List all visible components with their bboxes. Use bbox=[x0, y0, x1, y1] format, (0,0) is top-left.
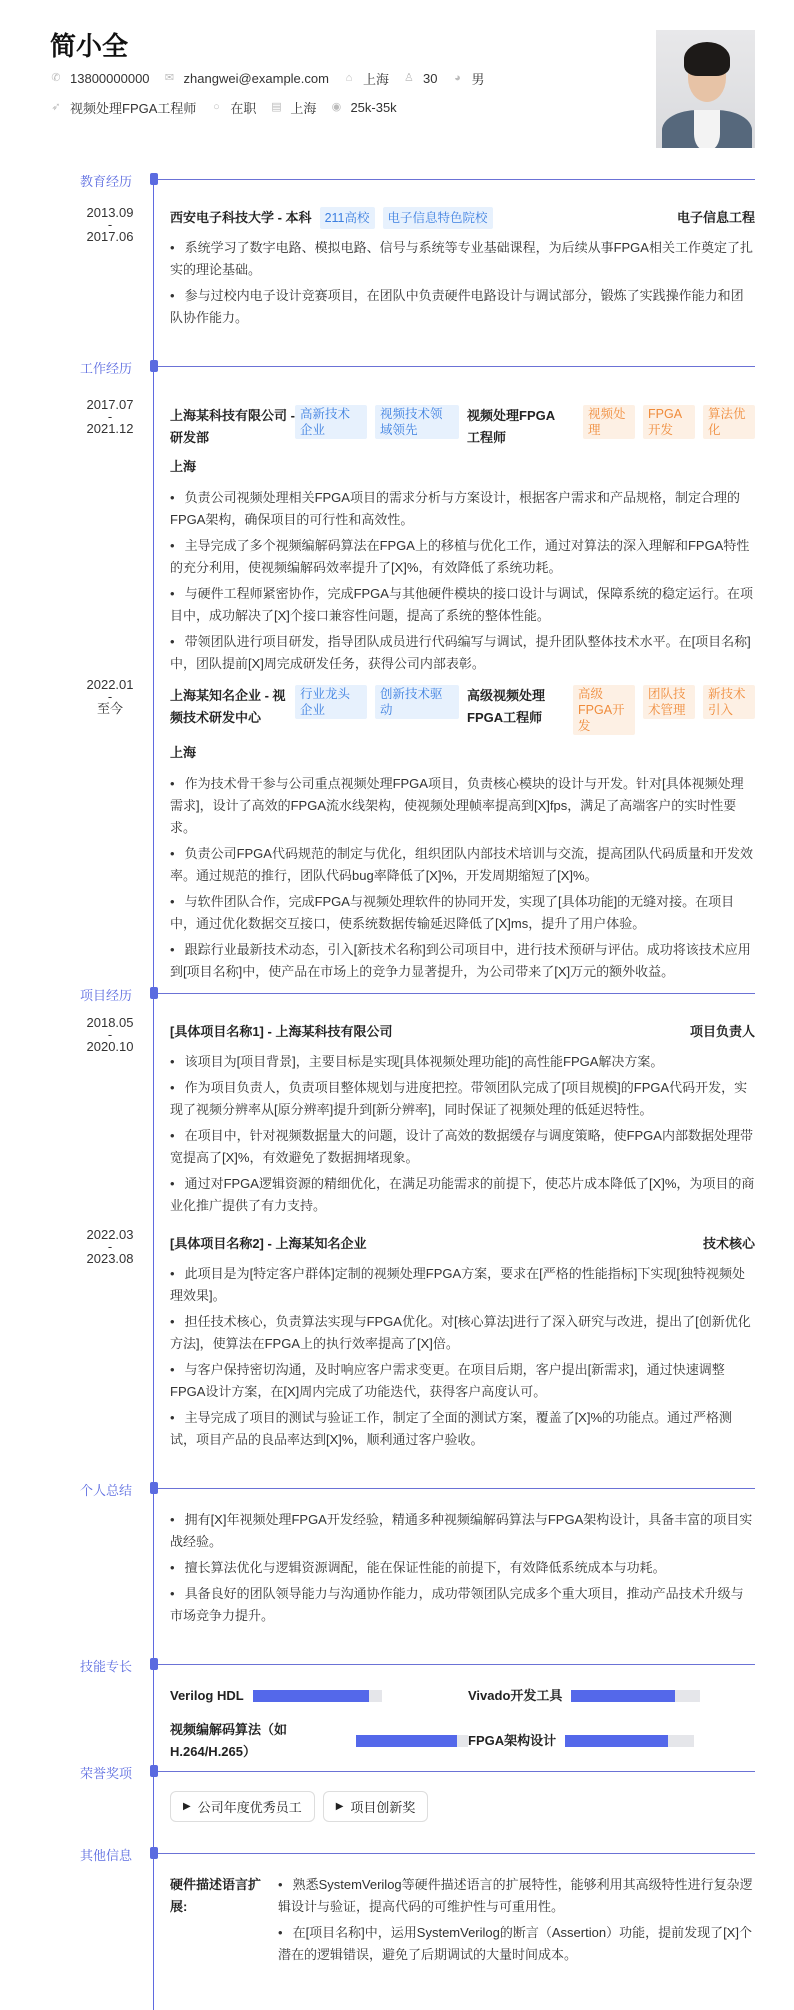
date-start: 2013.09 bbox=[86, 205, 134, 220]
bullet-icon: • bbox=[170, 1176, 175, 1191]
work-section bbox=[0, 356, 794, 993]
skill-tag: 新技术引入 bbox=[703, 685, 755, 719]
education-section bbox=[0, 169, 794, 333]
triangle-right-icon: ▶ bbox=[183, 1801, 191, 1812]
bullet-icon: • bbox=[170, 288, 175, 303]
other-info-row bbox=[0, 1874, 794, 1970]
bullet-text: 作为技术骨干参与公司重点视频处理FPGA项目，负责核心模块的设计与开发。针对[具体视频处理需求]，设计了高效的FPGA流水线架构，使视频处理帧率提高到[X]fps，满足了高端客户的实时性要求。 bbox=[170, 776, 744, 835]
bullet-item bbox=[170, 1051, 755, 1073]
education-entry bbox=[0, 207, 794, 329]
company-tag: 高新技术企业 bbox=[295, 405, 367, 439]
info-item bbox=[270, 98, 316, 117]
skill-name: Verilog HDL bbox=[170, 1688, 244, 1703]
bullet-item bbox=[170, 1557, 755, 1579]
age-icon: ♙ bbox=[404, 72, 414, 84]
info-item bbox=[403, 71, 437, 86]
skill-tag: 高级FPGA开发 bbox=[573, 685, 635, 735]
bullet-item bbox=[170, 773, 755, 839]
bullet-text: 系统学习了数字电路、模拟电路、信号与系统等专业基础课程，为后续从事FPGA相关工作奠定了扎实的理论基础。 bbox=[170, 240, 753, 277]
section-title: 项目经历 bbox=[79, 988, 132, 1003]
position-title: 视频处理FPGA工程师 bbox=[467, 408, 556, 445]
profile-photo bbox=[656, 30, 755, 148]
major: 电子信息工程 bbox=[676, 210, 755, 225]
company-tag: 创新技术驱动 bbox=[375, 685, 459, 719]
project-title-row bbox=[170, 1021, 755, 1043]
skill-tag: 算法优化 bbox=[703, 405, 755, 439]
date-sep: - bbox=[107, 217, 113, 232]
bullet-text: 与硬件工程师紧密协作，完成FPGA与其他硬件模块的接口设计与调试，保障系统的稳定运行。在项目中，成功解决了[X]个接口兼容性问题，提高了系统的整体性能。 bbox=[170, 586, 753, 623]
skill-name: FPGA架构设计 bbox=[468, 1733, 557, 1748]
skill-item bbox=[468, 1719, 758, 1763]
info-item bbox=[164, 71, 329, 86]
bullet-icon: • bbox=[170, 1586, 175, 1601]
contact-row bbox=[50, 68, 498, 88]
honor-text: 项目创新奖 bbox=[350, 1800, 416, 1815]
date-sep: - bbox=[107, 689, 113, 704]
company-tag: 行业龙头企业 bbox=[295, 685, 367, 719]
bullet-icon: • bbox=[170, 586, 175, 601]
skill-name: 视频编解码算法（如H.264/H.265） bbox=[170, 1722, 288, 1759]
bullet-item bbox=[170, 535, 755, 579]
skill-item bbox=[170, 1685, 468, 1707]
project-role: 技术核心 bbox=[702, 1236, 755, 1251]
bullet-text: 担任技术核心，负责算法实现与FPGA优化。对[核心算法]进行了深入研究与改进，提出了[创新优化方法]，使算法在FPGA上的执行效率提高了[X]倍。 bbox=[170, 1314, 751, 1351]
bullet-icon: • bbox=[278, 1925, 283, 1940]
bullet-text: 该项目为[项目背景]，主要目标是实现[具体视频处理功能]的高性能FPGA解决方案。 bbox=[184, 1054, 664, 1069]
project-entry bbox=[0, 1015, 794, 1217]
bullet-icon: • bbox=[170, 1512, 175, 1527]
bullet-icon: • bbox=[170, 1410, 175, 1425]
gender-icon: ◕ bbox=[454, 72, 461, 84]
honor-badge[interactable] bbox=[170, 1791, 315, 1822]
work-title-row bbox=[170, 685, 755, 735]
info-text: 男 bbox=[471, 71, 485, 87]
info-text: 上海 bbox=[290, 100, 317, 116]
bullet-icon: • bbox=[170, 776, 175, 791]
honor-badge[interactable] bbox=[323, 1791, 429, 1822]
bullet-text: 与客户保持密切沟通，及时响应客户需求变更。在项目后期，客户提出[新需求]，通过快速调整FPGA设计方案，在[X]周内完成了功能迭代，获得客户高度认可。 bbox=[170, 1362, 725, 1399]
date-end: 2021.12 bbox=[86, 421, 134, 436]
bullet-item bbox=[170, 1359, 755, 1403]
info-item bbox=[451, 69, 484, 88]
info-item bbox=[50, 71, 150, 86]
job-intent-row bbox=[50, 97, 411, 117]
skill-level-fill bbox=[565, 1735, 668, 1747]
bullet-text: 作为项目负责人，负责项目整体规划与进度把控。带领团队完成了[项目规模]的FPGA代码开发，实现了视频分辨率从[原分辨率]提升到[新分辨率]，同时保证了视频处理的低延迟特性。 bbox=[170, 1080, 748, 1117]
skill-tag: 团队技术管理 bbox=[643, 685, 695, 719]
project-name: [具体项目名称1] - 上海某科技有限公司 bbox=[170, 1024, 393, 1039]
mail-icon: ✉ bbox=[164, 72, 175, 84]
bullet-icon: • bbox=[170, 1266, 175, 1281]
bullet-icon: • bbox=[170, 1314, 175, 1329]
honor-text: 公司年度优秀员工 bbox=[197, 1800, 302, 1815]
timeline-marker bbox=[150, 1847, 158, 1859]
date-end: 2020.10 bbox=[86, 1039, 134, 1054]
company-name: 上海某知名企业 - 视频技术研发中心 bbox=[170, 688, 286, 725]
timeline-marker bbox=[150, 1482, 158, 1494]
divider bbox=[158, 366, 755, 367]
bullet-list bbox=[170, 237, 755, 329]
building-icon: ▤ bbox=[271, 101, 282, 113]
divider bbox=[158, 179, 755, 180]
entry-title bbox=[170, 207, 755, 229]
bullet-item bbox=[170, 1077, 755, 1121]
bullet-icon: • bbox=[170, 846, 175, 861]
info-item bbox=[343, 69, 389, 88]
home-icon: ⌂ bbox=[345, 72, 353, 84]
position-title: 高级视频处理FPGA工程师 bbox=[467, 688, 546, 725]
info-text: 视频处理FPGA工程师 bbox=[70, 100, 197, 116]
school-name: 西安电子科技大学 - 本科 bbox=[170, 210, 312, 225]
triangle-right-icon: ▶ bbox=[335, 1801, 344, 1812]
section-title: 荣誉奖项 bbox=[79, 1766, 132, 1781]
phone-icon: ✆ bbox=[51, 72, 61, 84]
honors-section bbox=[0, 1761, 794, 1822]
school-tag: 211高校 bbox=[320, 207, 375, 229]
status-icon: ○ bbox=[213, 101, 220, 113]
date-end: 2023.08 bbox=[86, 1251, 134, 1266]
info-item bbox=[330, 100, 396, 115]
bullet-item bbox=[170, 1263, 755, 1307]
date-range bbox=[80, 1229, 140, 1265]
company-name: 上海某科技有限公司 - 研发部 bbox=[170, 408, 295, 445]
date-sep: - bbox=[107, 1239, 113, 1254]
bullet-text: 熟悉SystemVerilog等硬件描述语言的扩展特性，能够利用其高级特性进行复杂逻辑设计与验证，提高代码的可维护性与可重用性。 bbox=[278, 1877, 753, 1914]
bullet-item bbox=[170, 1125, 755, 1169]
project-section bbox=[0, 983, 794, 1467]
divider bbox=[158, 993, 755, 994]
bullet-text: 在[项目名称]中，运用SystemVerilog的断言（Assertion）功能，提前发现了[X]个潜在的逻辑错误，避免了后期调试的大量时间成本。 bbox=[278, 1925, 752, 1962]
salary-icon: ◉ bbox=[331, 101, 342, 113]
date-range bbox=[80, 1017, 140, 1053]
bullet-item bbox=[170, 1509, 755, 1553]
info-item bbox=[50, 98, 196, 117]
other-info-label: 硬件描述语言扩展: bbox=[170, 1877, 262, 1914]
section-title: 个人总结 bbox=[79, 1483, 132, 1498]
skill-level-bar bbox=[571, 1690, 700, 1702]
bullet-item bbox=[278, 1922, 755, 1966]
skill-level-bar bbox=[253, 1690, 382, 1702]
date-end: 2017.06 bbox=[86, 229, 134, 244]
bullet-text: 主导完成了项目的测试与验证工作，制定了全面的测试方案，覆盖了[X]%的功能点。通过严格测试，项目产品的良品率达到[X]%，顺利通过客户验收。 bbox=[170, 1410, 733, 1447]
skill-tag: 视频处理 bbox=[583, 405, 635, 439]
bullet-icon: • bbox=[170, 1054, 175, 1069]
info-text: zhangwei@example.com bbox=[183, 70, 329, 86]
skill-level-bar bbox=[356, 1735, 468, 1747]
skill-item bbox=[170, 1719, 468, 1763]
bullet-icon: • bbox=[278, 1877, 283, 1892]
divider bbox=[158, 1664, 755, 1665]
bullet-text: 通过对FPGA逻辑资源的精细优化，在满足功能需求的前提下，使芯片成本降低了[X]%，为项目的商业化推广提供了有力支持。 bbox=[170, 1176, 755, 1213]
project-title-row bbox=[170, 1233, 755, 1255]
bullet-text: 擅长算法优化与逻辑资源调配，能在保证性能的前提下，有效降低系统成本与功耗。 bbox=[184, 1560, 666, 1575]
bullet-text: 具备良好的团队领导能力与沟通协作能力，成功带领团队完成多个重大项目，推动产品技术升级与市场竞争力提升。 bbox=[170, 1586, 744, 1623]
date-start: 2018.05 bbox=[86, 1015, 134, 1030]
candidate-name: 简小全 bbox=[50, 31, 129, 61]
date-range bbox=[80, 679, 140, 715]
timeline-marker bbox=[150, 1658, 158, 1670]
skill-level-fill bbox=[253, 1690, 369, 1702]
bullet-item bbox=[170, 1583, 755, 1627]
date-sep: - bbox=[107, 409, 113, 424]
work-city: 上海 bbox=[170, 459, 197, 474]
bullet-icon: • bbox=[170, 490, 175, 505]
divider bbox=[158, 1771, 755, 1772]
title-left bbox=[170, 207, 493, 229]
school-tag: 电子信息特色院校 bbox=[383, 207, 493, 229]
send-icon: ➶ bbox=[51, 101, 61, 113]
info-text: 在职 bbox=[230, 100, 257, 116]
info-text: 25k-35k bbox=[350, 99, 397, 115]
bullet-text: 此项目是为[特定客户群体]定制的视频处理FPGA方案，要求在[严格的性能指标]下实现[独特视频处理效果]。 bbox=[170, 1266, 746, 1303]
bullet-icon: • bbox=[170, 1560, 175, 1575]
info-text: 上海 bbox=[362, 71, 389, 87]
project-role: 项目负责人 bbox=[689, 1024, 755, 1039]
date-end: 至今 bbox=[96, 701, 123, 716]
skill-name: Vivado开发工具 bbox=[468, 1688, 563, 1703]
skill-level-bar bbox=[565, 1735, 694, 1747]
section-title: 技能专长 bbox=[79, 1659, 132, 1674]
bullet-item bbox=[170, 843, 755, 887]
divider bbox=[158, 1853, 755, 1854]
divider bbox=[158, 1488, 755, 1489]
other-section bbox=[0, 1843, 794, 1970]
work-entry bbox=[0, 677, 794, 983]
bullet-item bbox=[170, 631, 755, 675]
timeline-marker bbox=[150, 360, 158, 372]
timeline-marker bbox=[150, 987, 158, 999]
bullet-icon: • bbox=[170, 942, 175, 957]
bullet-list bbox=[170, 1263, 755, 1451]
bullet-text: 负责公司视频处理相关FPGA项目的需求分析与方案设计，根据客户需求和产品规格，制定合理的FPGA架构，确保项目的可行性和高效性。 bbox=[170, 490, 740, 527]
bullet-icon: • bbox=[170, 240, 175, 255]
bullet-text: 主导完成了多个视频编解码算法在FPGA上的移植与优化工作，通过对算法的深入理解和FPGA特性的充分利用，使视频编解码效率提升了[X]%，有效降低了系统功耗。 bbox=[170, 538, 750, 575]
work-title-row bbox=[170, 405, 755, 449]
bullet-item bbox=[278, 1874, 755, 1918]
skill-item bbox=[468, 1685, 758, 1707]
bullet-item bbox=[170, 939, 755, 983]
date-start: 2017.07 bbox=[86, 397, 134, 412]
bullet-text: 在项目中，针对视频数据量大的问题，设计了高效的数据缓存与调度策略，使FPGA内部数据处理带宽提高了[X]%，有效避免了数据拥堵现象。 bbox=[170, 1128, 753, 1165]
bullet-item bbox=[170, 891, 755, 935]
bullet-icon: • bbox=[170, 634, 175, 649]
bullet-icon: • bbox=[170, 1128, 175, 1143]
skill-tag: FPGA开发 bbox=[643, 405, 695, 439]
timeline-marker bbox=[150, 173, 158, 185]
bullet-text: 与软件团队合作，完成FPGA与视频处理软件的协同开发，实现了[具体功能]的无缝对接。在项目中，通过优化数据交互接口，使系统数据传输延迟降低了[X]ms，提升了用户体验。 bbox=[170, 894, 735, 931]
project-name: [具体项目名称2] - 上海某知名企业 bbox=[170, 1236, 367, 1251]
bullet-icon: • bbox=[170, 538, 175, 553]
timeline-marker bbox=[150, 1765, 158, 1777]
bullet-item bbox=[170, 237, 755, 281]
bullet-item bbox=[170, 285, 755, 329]
bullet-icon: • bbox=[170, 1080, 175, 1095]
bullet-item bbox=[170, 1173, 755, 1217]
project-entry bbox=[0, 1227, 794, 1451]
date-range bbox=[80, 399, 140, 435]
skills-section bbox=[0, 1654, 794, 1763]
date-start: 2022.01 bbox=[86, 677, 134, 692]
bullet-list bbox=[170, 1051, 755, 1217]
bullet-item bbox=[170, 583, 755, 627]
bullet-text: 参与过校内电子设计竞赛项目，在团队中负责硬件电路设计与调试部分，锻炼了实践操作能力和团队协作能力。 bbox=[170, 288, 744, 325]
date-range bbox=[80, 207, 140, 243]
bullet-item bbox=[170, 1311, 755, 1355]
section-title: 教育经历 bbox=[79, 174, 132, 189]
skill-level-fill bbox=[356, 1735, 457, 1747]
skill-level-fill bbox=[571, 1690, 674, 1702]
date-start: 2022.03 bbox=[86, 1227, 134, 1242]
summary-section bbox=[0, 1478, 794, 1631]
bullet-icon: • bbox=[170, 894, 175, 909]
bullet-text: 跟踪行业最新技术动态，引入[新技术名称]到公司项目中，进行技术预研与评估。成功将该技术应用到[项目名称]中，使产品在市场上的竞争力显著提升，为公司带来了[X]万元的额外收益。 bbox=[170, 942, 751, 979]
section-title: 工作经历 bbox=[79, 361, 132, 376]
company-tag: 视频技术领域领先 bbox=[375, 405, 459, 439]
date-sep: - bbox=[107, 1027, 113, 1042]
bullet-text: 拥有[X]年视频处理FPGA开发经验，精通多种视频编解码算法与FPGA架构设计，具备丰富的项目实战经验。 bbox=[170, 1512, 753, 1549]
bullet-icon: • bbox=[170, 1362, 175, 1377]
info-item bbox=[210, 98, 256, 117]
info-text: 30 bbox=[422, 70, 438, 86]
section-title: 其他信息 bbox=[79, 1848, 132, 1863]
work-city: 上海 bbox=[170, 745, 197, 760]
bullet-text: 带领团队进行项目研发，指导团队成员进行代码编写与调试，提升团队整体技术水平。在[项目名称]中，团队提前[X]周完成研发任务，获得公司内部表彰。 bbox=[170, 634, 751, 671]
bullet-text: 负责公司FPGA代码规范的制定与优化，组织团队内部技术培训与交流，提高团队代码质量和开发效率。通过规范的推行，团队代码bug率降低了[X]%，开发周期缩短了[X]%。 bbox=[170, 846, 753, 883]
info-text: 13800000000 bbox=[70, 70, 150, 86]
bullet-item bbox=[170, 487, 755, 531]
work-entry bbox=[0, 397, 794, 675]
bullet-item bbox=[170, 1407, 755, 1451]
